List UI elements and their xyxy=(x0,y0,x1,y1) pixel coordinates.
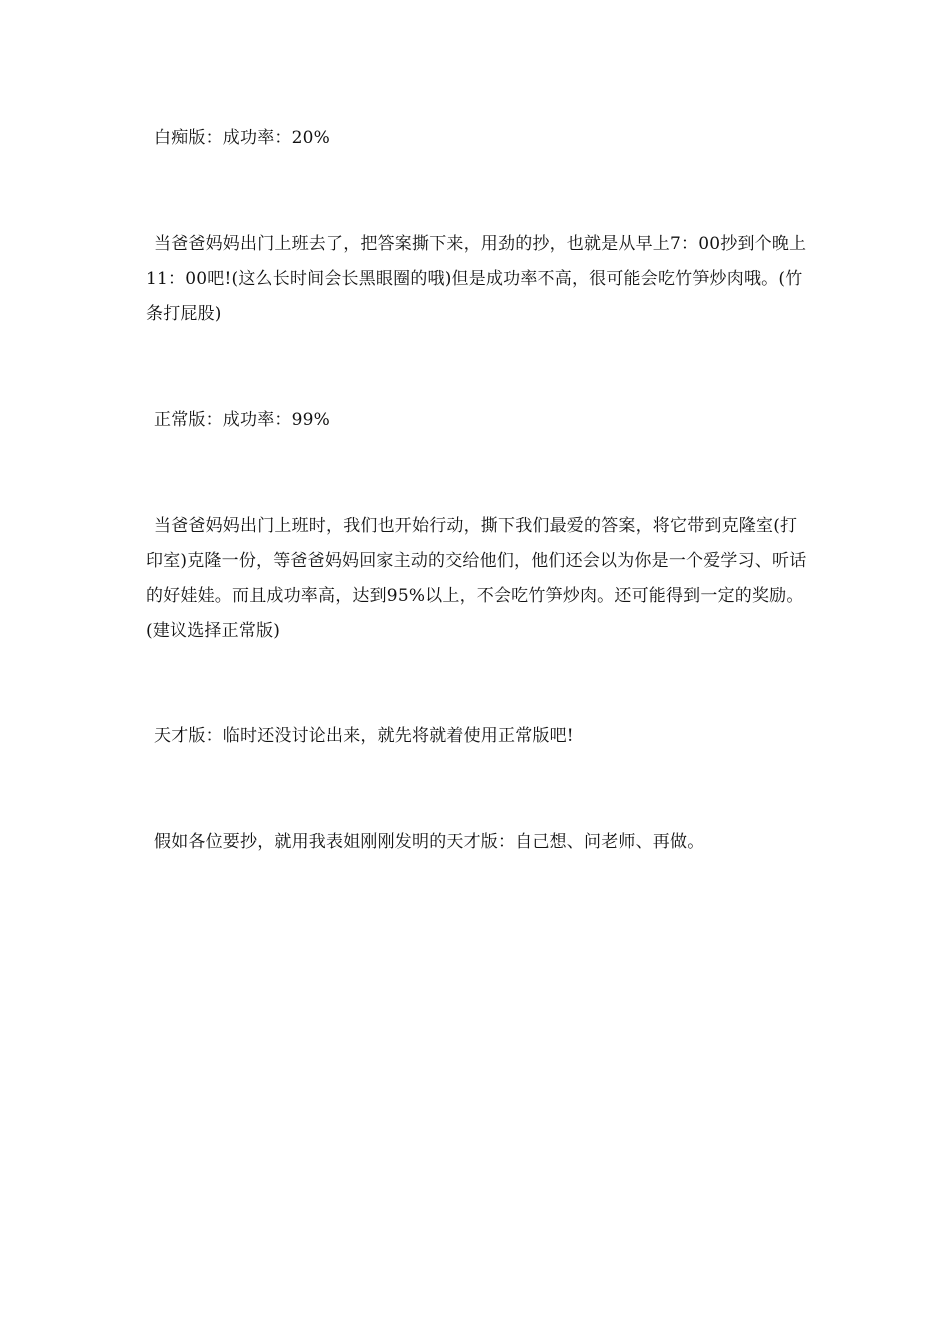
paragraph-normal-version-description: 当爸爸妈妈出门上班时，我们也开始行动，撕下我们最爱的答案，将它带到克隆室(打印室)克隆一份，等爸爸妈妈回家主动的交给他们，他们还会以为你是一个爱学习、听话的好娃娃。而且成功率高，达到95%以上，不会吃竹笋炒肉。还可能得到一定的奖励。(建议选择正常版) xyxy=(146,516,807,641)
section-heading-normal-version: 正常版：成功率：99% xyxy=(154,410,330,430)
paragraph-closing-advice: 假如各位要抄，就用我表姐刚刚发明的天才版：自己想、问老师、再做。 xyxy=(154,832,705,852)
section-heading-idiot-version: 白痴版：成功率：20% xyxy=(154,128,330,148)
paragraph-idiot-version-description: 当爸爸妈妈出门上班去了，把答案撕下来，用劲的抄，也就是从早上7：00抄到个晚上11：00吧!(这么长时间会长黑眼圈的哦)但是成功率不高，很可能会吃竹笋炒肉哦。(竹条打屁股) xyxy=(146,234,807,324)
section-heading-genius-version: 天才版：临时还没讨论出来，就先将就着使用正常版吧! xyxy=(154,726,574,746)
